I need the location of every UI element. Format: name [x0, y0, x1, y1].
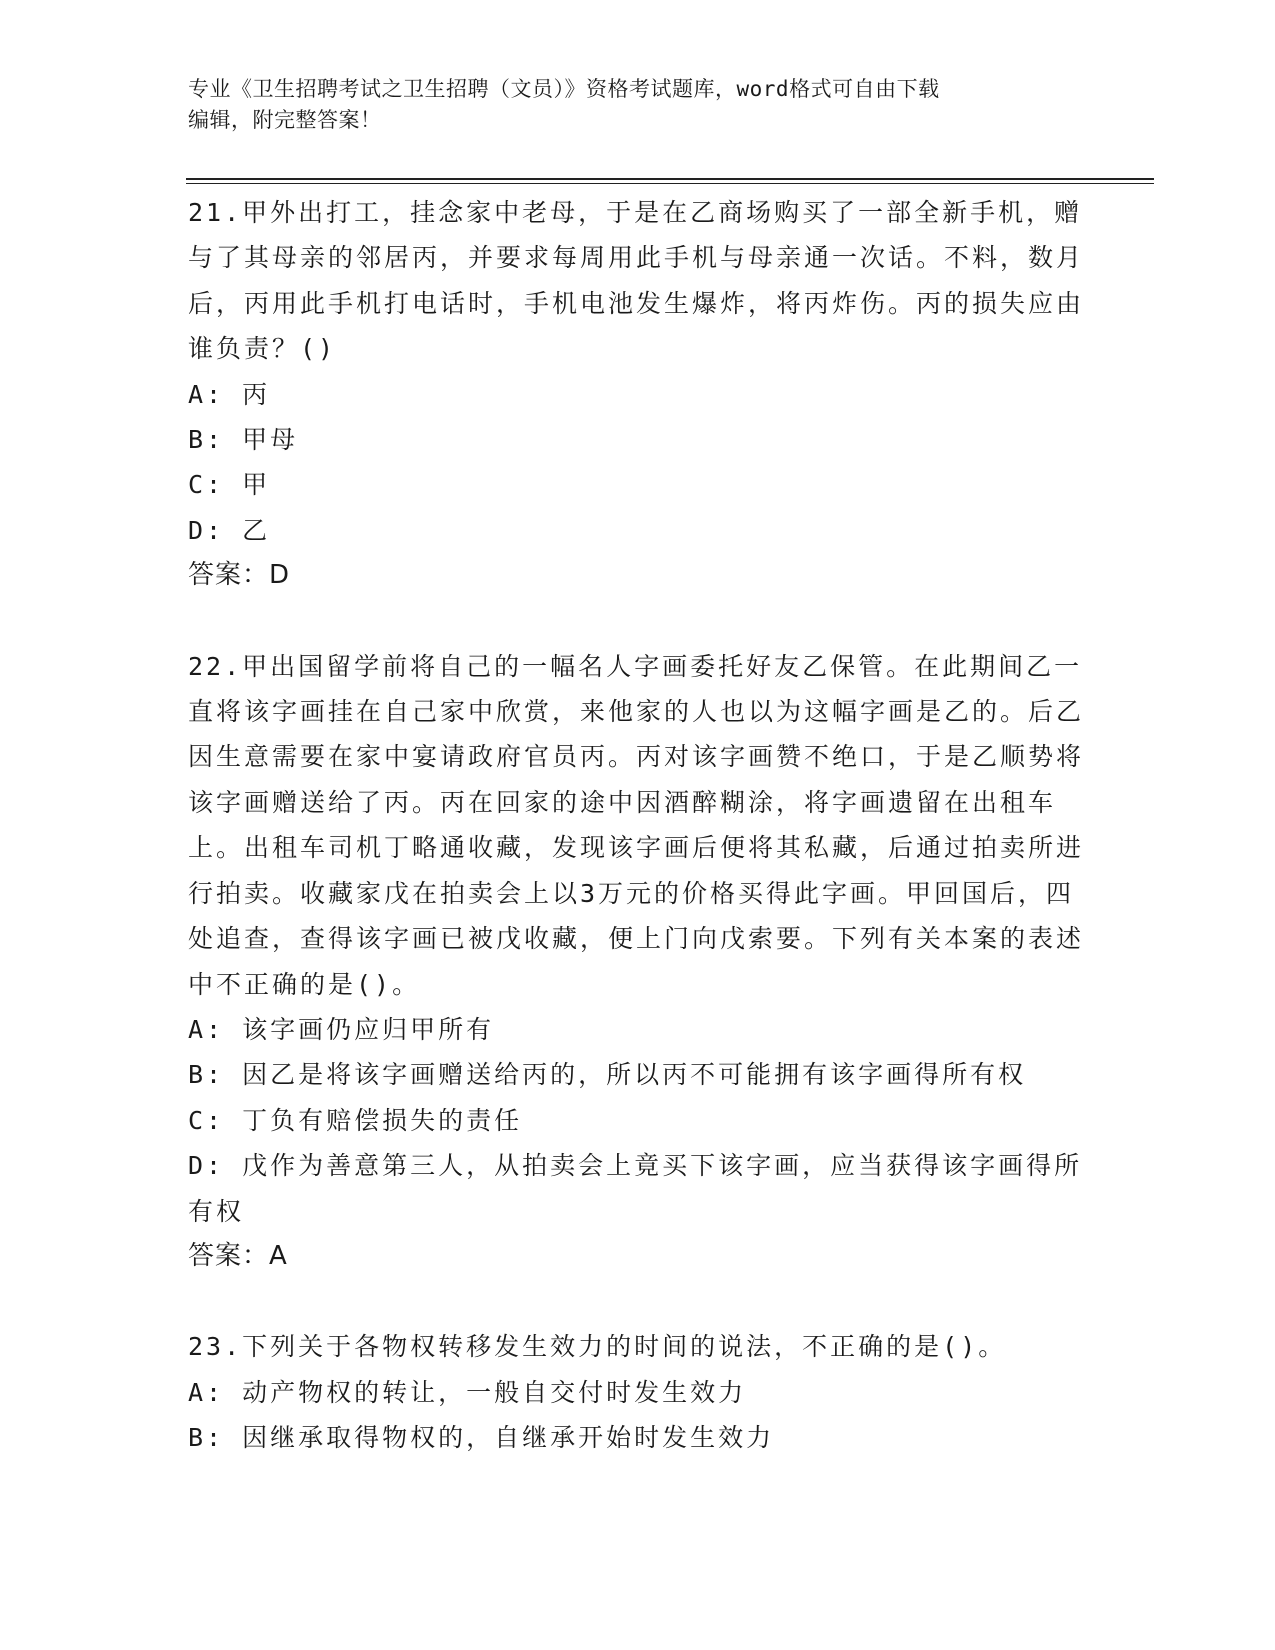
option-a: A: 丙 — [188, 379, 271, 409]
document-header — [188, 74, 1088, 136]
question-stem: 21.甲外出打工，挂念家中老母，于是在乙商场购买了一部全新手机，赠与了其母亲的邻居丙，并要求每周用此手机与母亲通一次话。不料，数月后，丙用此手机打电话时，手机电池发生爆炸，将丙炸伤。丙的损失应由谁负责？() — [188, 198, 1085, 364]
question-gap — [188, 599, 1088, 644]
header-divider — [186, 178, 1154, 180]
option-c: C: 丁负有赔偿损失的责任 — [188, 1105, 523, 1135]
question-list — [188, 190, 1088, 1461]
question-22 — [188, 644, 1088, 1280]
option-a: A: 该字画仍应归甲所有 — [188, 1014, 495, 1044]
option-a: A: 动产物权的转让，一般自交付时发生效力 — [188, 1377, 747, 1407]
option-d: D: 戊作为善意第三人，从拍卖会上竟买下该字画，应当获得该字画得所有权 — [188, 1151, 1083, 1226]
option-b: B: 因继承取得物权的，自继承开始时发生效力 — [188, 1423, 775, 1453]
option-c: C: 甲 — [188, 470, 271, 500]
question-gap — [188, 1279, 1088, 1324]
header-line-1: 专业《卫生招聘考试之卫生招聘（文员）》资格考试题库，word格式可自由下载 — [188, 77, 940, 101]
option-d: D: 乙 — [188, 515, 271, 545]
question-stem: 23.下列关于各物权转移发生效力的时间的说法，不正确的是()。 — [188, 1332, 1007, 1362]
header-line-2: 编辑，附完整答案！ — [188, 108, 382, 132]
question-stem: 22.甲出国留学前将自己的一幅名人字画委托好友乙保管。在此期间乙一直将该字画挂在自己家中欣赏，来他家的人也以为这幅字画是乙的。后乙因生意需要在家中宴请政府官员丙。丙对该字画赞不绝口，于是乙顺势将该字画赠送给了丙。丙在回家的途中因酒醉糊涂，将字画遗留在出租车上。出租车司机丁略通收藏，发现该字画后便将其私藏，后通过拍卖所进行拍卖。收藏家戊在拍卖会上以3万元的价格买得此字画。甲回国后，四处追查，查得该字画已被戊收藏，便上门向戊索要。下列有关本案的表述中不正确的是()。 — [188, 651, 1085, 999]
option-b: B: 因乙是将该字画赠送给丙的，所以丙不可能拥有该字画得所有权 — [188, 1060, 1027, 1090]
option-b: B: 甲母 — [188, 425, 299, 455]
answer: 答案：D — [188, 560, 291, 591]
answer: 答案：A — [188, 1240, 288, 1271]
question-21 — [188, 190, 1088, 599]
question-23 — [188, 1324, 1088, 1460]
header-divider-thin — [186, 183, 1154, 184]
